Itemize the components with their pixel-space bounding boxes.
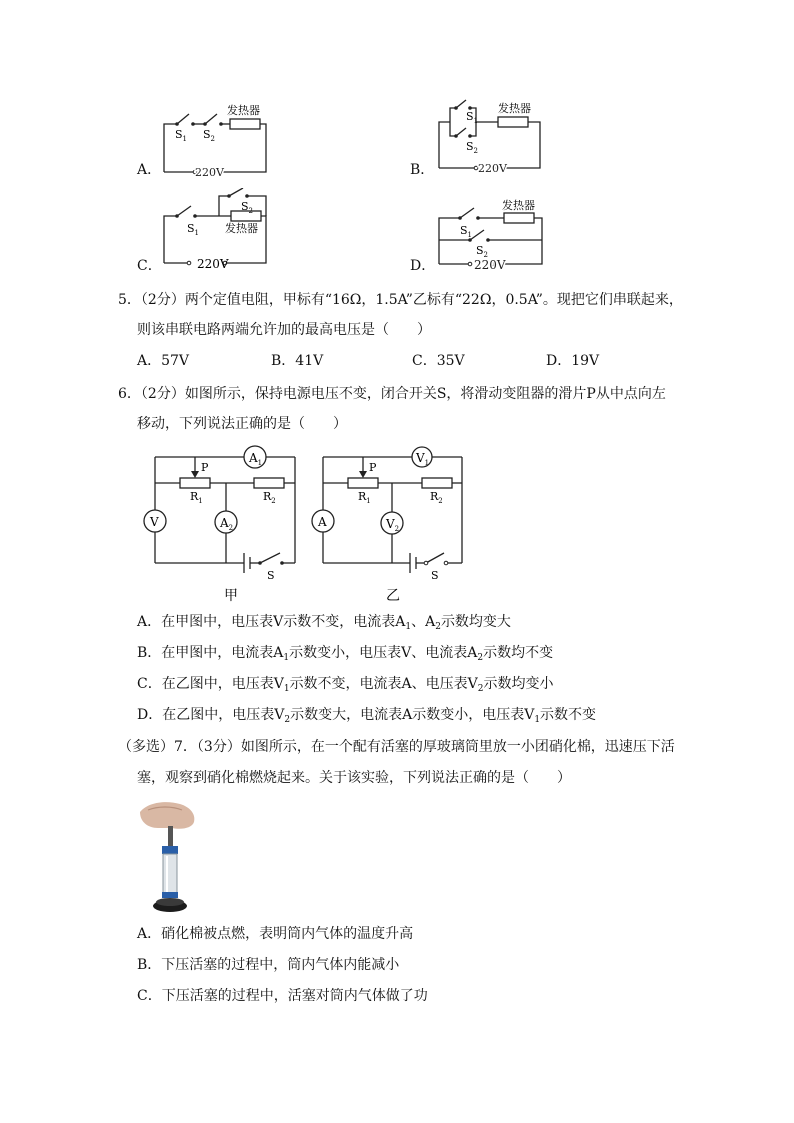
s1-label: $S_1$ <box>187 222 200 237</box>
svg-text:S: S <box>267 569 275 582</box>
s1-label: $S_1$ <box>466 110 479 125</box>
svg-text:A: A <box>318 515 327 529</box>
heater-label: 发热器 <box>498 102 531 115</box>
s2-label: $S_2$ <box>241 200 254 215</box>
option-letter: C． <box>137 258 162 274</box>
q6-stem-line1: 6．（2分）如图所示，保持电源电压不变，闭合开关S，将滑动变阻器的滑片P从中点向左 <box>118 386 666 402</box>
circuit-diagram-c <box>155 188 275 272</box>
q7-option-a[interactable]: A．硝化棉被点燃，表明筒内气体的温度升高 <box>137 926 414 942</box>
voltage-label: 220V <box>478 162 507 175</box>
s1-label: $S_1$ <box>175 128 188 143</box>
q6-option-a[interactable]: A．在甲图中，电压表V示数不变，电流表$A_1$、$A_2$示数均变大 <box>137 614 511 632</box>
q5-option-a[interactable]: A．57V <box>137 353 190 369</box>
q5-stem-line1: 5．（2分）两个定值电阻，甲标有“16Ω，1.5A”乙标有“22Ω，0.5A”。现把它们串联起来， <box>118 292 683 308</box>
svg-text:V: V <box>150 515 159 529</box>
svg-text:P: P <box>369 461 377 474</box>
svg-text:A1: $A_1$ <box>249 451 263 467</box>
q6-option-c[interactable]: C．在乙图中，电压表$V_1$示数不变，电流表A、电压表$V_2$示数均变小 <box>137 676 554 694</box>
svg-text:R2: $R_2$ <box>263 490 276 505</box>
q6-option-d[interactable]: D．在乙图中，电压表$V_2$示数变大，电流表A示数变小，电压表$V_1$示数不变 <box>137 707 597 725</box>
s2-label: $S_2$ <box>476 244 489 259</box>
q7-option-c[interactable]: C．下压活塞的过程中，活塞对筒内气体做了功 <box>137 988 428 1004</box>
svg-text:S: S <box>431 569 439 582</box>
q5-option-b[interactable]: B．41V <box>271 353 324 369</box>
q7-option-b[interactable]: B．下压活塞的过程中，筒内气体内能减小 <box>137 957 400 973</box>
piston-cylinder-photo <box>138 798 208 916</box>
q7-stem-line1: （多选）7．（3分）如图所示，在一个配有活塞的厚玻璃筒里放一小团硝化棉，迅速压下活 <box>118 739 675 755</box>
option-letter: D． <box>410 258 436 274</box>
svg-text:P: P <box>201 461 209 474</box>
label-yi: 乙 <box>386 588 400 604</box>
s2-label: $S_2$ <box>466 140 479 155</box>
svg-text:R2: $R_2$ <box>430 490 443 505</box>
svg-text:V1: $V_1$ <box>416 451 430 467</box>
circuit-diagram-d <box>430 194 550 274</box>
circuit-diagram-a <box>155 100 275 180</box>
svg-text:V2: $V_2$ <box>386 517 400 533</box>
svg-text:R1: $R_1$ <box>358 490 371 505</box>
label-jia: 甲 <box>224 588 238 604</box>
q5-stem-line2: 则该串联电路两端允许加的最高电压是（ ） <box>137 322 431 338</box>
svg-text:R1: $R_1$ <box>190 490 203 505</box>
option-letter: A． <box>137 162 162 178</box>
svg-text:A2: $A_2$ <box>220 516 234 532</box>
q5-option-d[interactable]: D．19V <box>546 353 600 369</box>
circuit-diagram-b <box>430 98 550 178</box>
voltage-label: 220V <box>197 257 229 271</box>
q6-circuit-figure <box>140 445 480 605</box>
q5-option-c[interactable]: C．35V <box>412 353 465 369</box>
voltage-label: 220V <box>195 166 224 179</box>
s1-label: $S_1$ <box>460 224 473 239</box>
q6-stem-line2: 移动，下列说法正确的是（ ） <box>137 416 347 432</box>
heater-label: 发热器 <box>502 199 535 212</box>
q6-option-b[interactable]: B．在甲图中，电流表$A_1$示数变小，电压表V、电流表$A_2$示数均不变 <box>137 645 554 663</box>
heater-label: 发热器 <box>227 104 260 117</box>
s2-label: $S_2$ <box>203 128 216 143</box>
voltage-label: 220V <box>474 258 506 272</box>
option-letter: B． <box>410 162 435 178</box>
heater-label: 发热器 <box>225 222 258 235</box>
q7-stem-line2: 塞，观察到硝化棉燃烧起来。关于该实验，下列说法正确的是（ ） <box>137 770 571 786</box>
